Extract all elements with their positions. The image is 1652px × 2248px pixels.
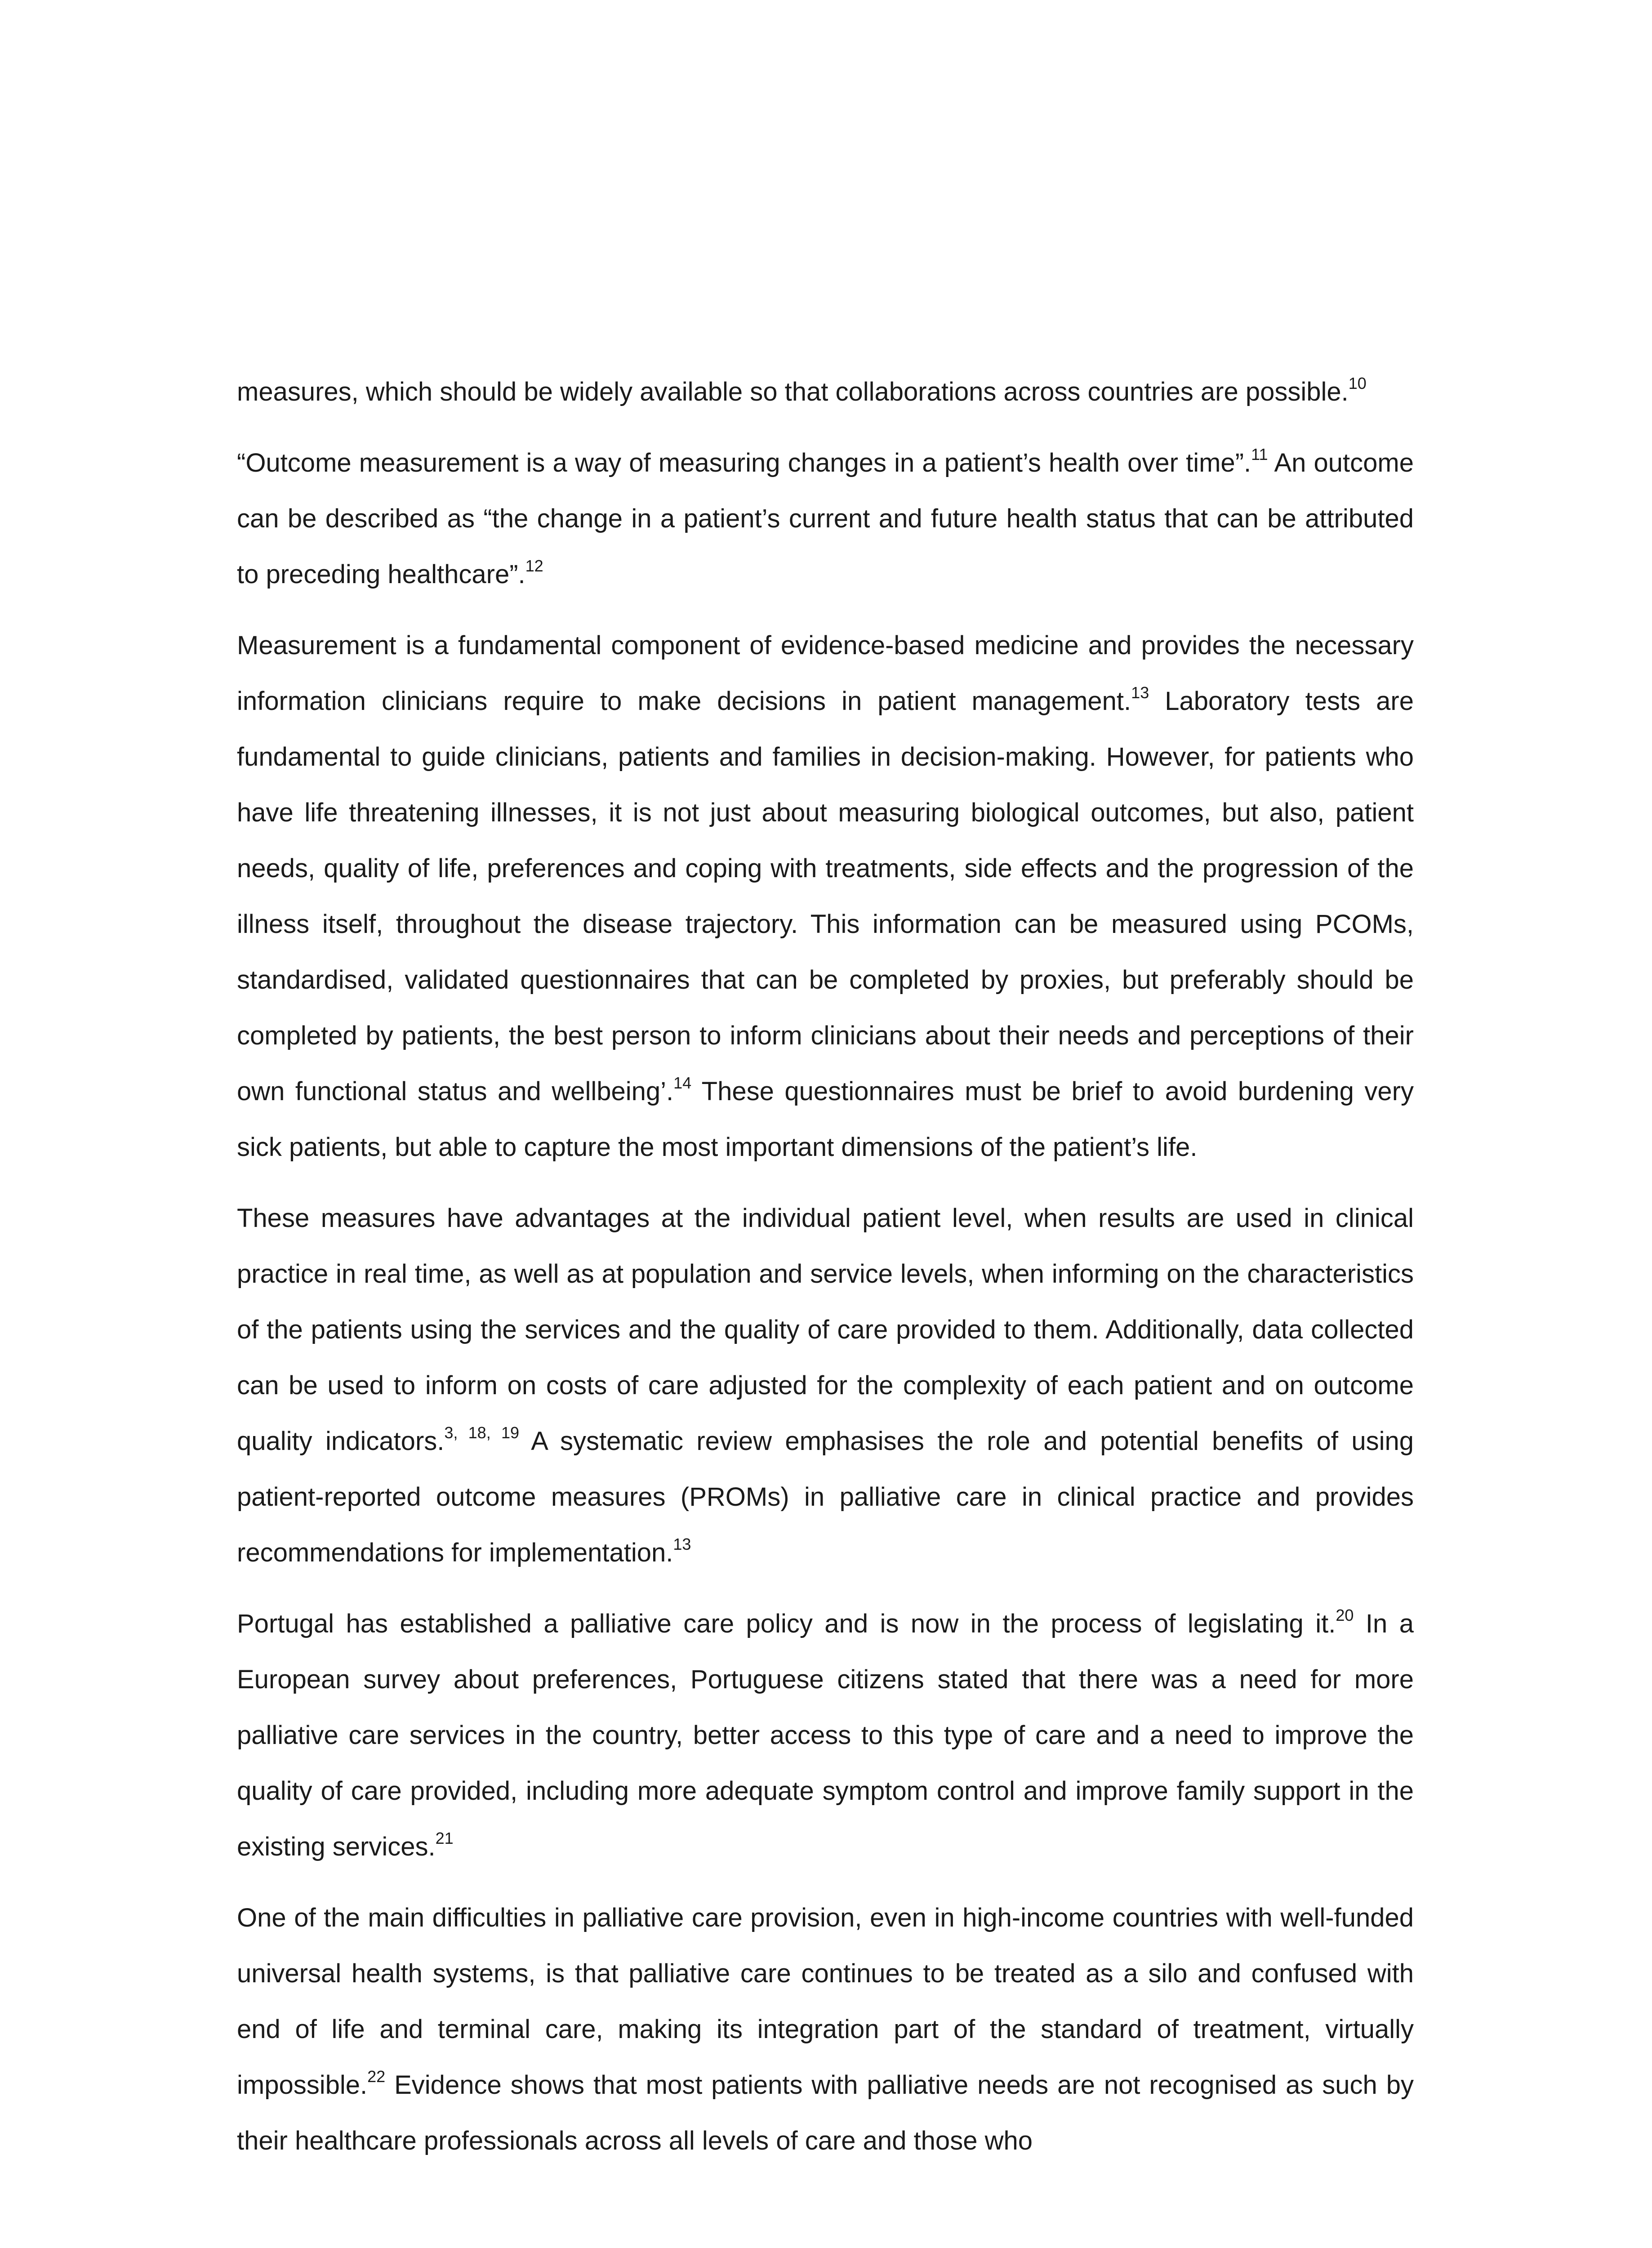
paragraph-text: Measurement is a fundamental component of evidence-based medicine and provides the necessary information clinicians require to make decisions in patient management. (237, 631, 1414, 716)
citation-superscript: 14 (673, 1073, 692, 1092)
paragraph (237, 364, 1414, 420)
paragraph-text: Evidence shows that most patients with palliative needs are not recognised as such by their healthcare professionals across all levels of care and those who (237, 2070, 1414, 2155)
body-text (237, 364, 1414, 2169)
paragraph (237, 1890, 1414, 2169)
citation-superscript: 3, 18, 19 (444, 1423, 520, 1442)
citation-superscript: 22 (367, 2067, 386, 2086)
citation-superscript: 13 (673, 1534, 691, 1553)
paragraph-text: Portugal has established a palliative care policy and is now in the process of legislating it. (237, 1609, 1336, 1638)
citation-superscript: 20 (1336, 1606, 1354, 1624)
paragraph (237, 1191, 1414, 1581)
citation-superscript: 13 (1131, 683, 1149, 702)
paragraph-text: “Outcome measurement is a way of measuring changes in a patient’s health over time”. (237, 448, 1251, 477)
citation-superscript: 11 (1251, 445, 1268, 464)
paragraph-text: These measures have advantages at the individual patient level, when results are used in clinical practice in real time, as well as at population and service levels, when informing on the characteristics of the patients using the services and the quality of care provided to them. Additionally, data collected can be used to inform on costs of care adjusted for the complexity of each patient and on outcome quality indicators. (237, 1204, 1414, 1456)
paragraph-text: One of the main difficulties in palliative care provision, even in high-income countries with well-funded universal health systems, is that palliative care continues to be treated as a silo and confused with end of life and terminal care, making its integration part of the standard of treatment, virtually impossible. (237, 1903, 1414, 2100)
paragraph (237, 618, 1414, 1175)
citation-superscript: 10 (1348, 374, 1367, 393)
paragraph-text: measures, which should be widely available so that collaborations across countries are possible. (237, 377, 1349, 406)
paragraph-text: These questionnaires must be brief to avoid burdening very sick patients, but able to capture the most important dimensions of the patient’s life. (237, 1077, 1414, 1162)
paragraph (237, 1596, 1414, 1875)
citation-superscript: 21 (435, 1829, 454, 1847)
paragraph-text: Laboratory tests are fundamental to guide clinicians, patients and families in decision-making. However, for patients who have life threatening illnesses, it is not just about measuring biological outcomes, but also, patient needs, quality of life, preferences and coping with treatments, side effects and the progression of the illness itself, throughout the disease trajectory. This information can be measured using PCOMs, standardised, validated questionnaires that can be completed by proxies, but preferably should be completed by patients, the best person to inform clinicians about their needs and perceptions of their own functional status and wellbeing’. (237, 687, 1414, 1106)
paragraph (237, 435, 1414, 602)
paragraph-text: In a European survey about preferences, Portuguese citizens stated that there was a need for more palliative care services in the country, better access to this type of care and a need to improve the quality of care provided, including more adequate symptom control and improve family support in the existing services. (237, 1609, 1414, 1861)
paragraph-text: An outcome can be described as “the change in a patient’s current and future health status that can be attributed to preceding healthcare”. (237, 448, 1414, 589)
citation-superscript: 12 (525, 556, 543, 575)
paragraph-text: A systematic review emphasises the role and potential benefits of using patient-reported outcome measures (PROMs) in palliative care in clinical practice and provides recommendations for implementation. (237, 1427, 1414, 1567)
